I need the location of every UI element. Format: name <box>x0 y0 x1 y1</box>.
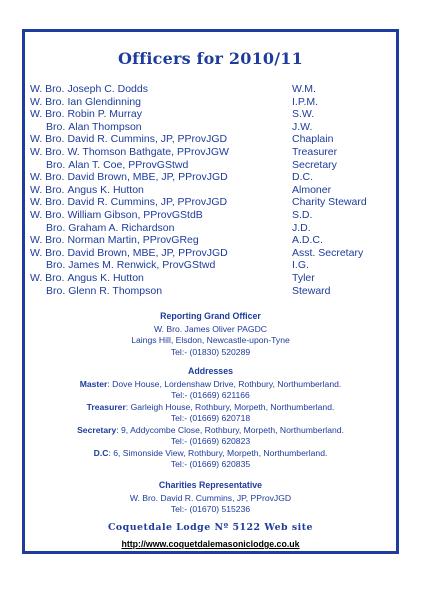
officer-row <box>30 234 390 247</box>
charities-tel: Tel:- (01670) 515236 <box>170 504 251 514</box>
officer-prefix: Bro. <box>46 158 66 171</box>
master-address-text: : Dove House, Lordenshaw Drive, Rothbury, Northumberland. <box>107 378 342 389</box>
website-section <box>25 521 396 552</box>
officer-prefix: W. Bro. <box>30 234 65 247</box>
officer-prefix: W. Bro. <box>30 83 65 95</box>
officer-row <box>30 196 390 209</box>
officer-office: Secretary <box>292 158 337 171</box>
officer-prefix: Bro. <box>46 221 66 234</box>
master-label: Master <box>79 378 108 389</box>
officer-row <box>30 96 390 109</box>
officer-prefix: W. Bro. <box>30 271 65 284</box>
officer-prefix: Bro. <box>46 284 66 297</box>
page-title: Officers for 2010/11 <box>118 49 303 68</box>
reporting-name: W. Bro. James Oliver PAGDC <box>153 323 267 334</box>
officer-office: Asst. Secretary <box>292 246 364 259</box>
officer-office: W.M. <box>292 83 316 95</box>
officer-office: Steward <box>292 284 331 297</box>
officer-name: W. Thomson Bathgate, PProvJGW <box>67 145 229 158</box>
officer-name: Robin P. Murray <box>67 108 142 121</box>
officer-name: Alan T. Coe, PProvGStwd <box>68 158 189 171</box>
officer-row <box>30 171 390 184</box>
officer-row <box>30 146 390 159</box>
charities-name: W. Bro. David R. Cummins, JP, PProvJGD <box>129 492 292 503</box>
website-label: Coquetdale Lodge Nº 5122 Web site <box>107 522 314 533</box>
officer-office: J.W. <box>292 120 313 133</box>
officer-row <box>30 121 390 134</box>
officer-name: Graham A. Richardson <box>68 221 175 234</box>
officer-name: Norman Martin, PProvGReg <box>67 234 199 247</box>
officer-name: James M. Renwick, ProvGStwd <box>68 259 216 272</box>
officers-list <box>30 83 390 297</box>
officer-row <box>30 272 390 285</box>
addresses-heading: Addresses <box>188 366 233 376</box>
officer-name: Ian Glendinning <box>67 95 141 108</box>
officer-office: J.D. <box>292 221 311 234</box>
officer-office: A.D.C. <box>292 234 323 247</box>
website-link[interactable]: http://www.coquetdalemasoniclodge.co.uk <box>121 539 300 549</box>
treasurer-tel: Tel:- (01669) 620718 <box>170 413 251 423</box>
secretary-label: Secretary <box>77 424 117 435</box>
officer-prefix: W. Bro. <box>30 108 65 121</box>
officer-row <box>30 83 390 96</box>
secretary-tel: Tel:- (01669) 620823 <box>170 436 251 446</box>
master-address <box>25 379 396 391</box>
officer-office: Almoner <box>292 183 332 196</box>
officer-office: Tyler <box>292 271 315 284</box>
treasurer-label: Treasurer <box>86 401 126 412</box>
officer-office: Treasurer <box>292 145 338 158</box>
officer-row <box>30 133 390 146</box>
secretary-address <box>25 425 396 437</box>
officer-name: David Brown, MBE, JP, PProvJGD <box>67 246 228 259</box>
officer-row <box>30 209 390 222</box>
officer-name: David R. Cummins, JP, PProvJGD <box>67 196 228 209</box>
secretary-address-text: : 9, Addycombe Close, Rothbury, Morpeth, Northumberland. <box>116 424 344 435</box>
officer-row <box>30 184 390 197</box>
officer-name: William Gibson, PProvGStdB <box>67 208 203 221</box>
officer-prefix: Bro. <box>46 259 66 272</box>
officer-row <box>30 159 390 172</box>
officer-prefix: W. Bro. <box>30 145 65 158</box>
officer-row <box>30 247 390 260</box>
officer-prefix: W. Bro. <box>30 196 65 209</box>
officer-prefix: W. Bro. <box>30 183 65 196</box>
officer-row <box>30 259 390 272</box>
addresses-section <box>25 366 396 471</box>
officer-office: S.W. <box>292 108 315 121</box>
officer-prefix: Bro. <box>46 120 66 133</box>
officer-name: Joseph C. Dodds <box>67 83 148 95</box>
officer-name: Glenn R. Thompson <box>68 284 163 297</box>
page-frame <box>22 29 399 554</box>
officer-row <box>30 222 390 235</box>
officer-prefix: W. Bro. <box>30 208 65 221</box>
reporting-heading: Reporting Grand Officer <box>160 311 261 321</box>
officer-prefix: W. Bro. <box>30 246 65 259</box>
dc-address <box>25 448 396 460</box>
officer-name: David Brown, MBE, JP, PProvJGD <box>67 171 228 184</box>
officer-office: Charity Steward <box>292 196 367 209</box>
dc-label: D.C <box>93 447 109 458</box>
officer-prefix: W. Bro. <box>30 133 65 146</box>
reporting-grand-officer-section <box>25 311 396 358</box>
officer-office: I.G. <box>292 259 309 272</box>
officer-name: David R. Cummins, JP, PProvJGD <box>67 133 228 146</box>
officer-office: S.D. <box>292 208 313 221</box>
master-tel: Tel:- (01669) 621166 <box>171 390 250 400</box>
officer-prefix: W. Bro. <box>30 171 65 184</box>
officer-office: Chaplain <box>292 133 334 146</box>
officer-name: Alan Thompson <box>68 120 142 133</box>
officer-name: Angus K. Hutton <box>67 183 144 196</box>
officer-office: I.P.M. <box>292 95 319 108</box>
officer-prefix: W. Bro. <box>30 95 65 108</box>
reporting-tel: Tel:- (01830) 520289 <box>170 346 251 357</box>
charities-heading: Charities Representative <box>158 480 263 490</box>
dc-address-text: : 6, Simonside View, Rothbury, Morpeth, Northumberland. <box>108 447 328 458</box>
charities-section <box>25 480 396 516</box>
dc-tel: Tel:- (01669) 620835 <box>170 459 251 469</box>
treasurer-address <box>25 402 396 414</box>
officer-row <box>30 108 390 121</box>
officer-name: Angus K. Hutton <box>67 271 144 284</box>
officer-office: D.C. <box>292 171 313 184</box>
reporting-address: Laings Hill, Elsdon, Newcastle-upon-Tyne <box>131 335 290 345</box>
officer-row <box>30 285 390 298</box>
treasurer-address-text: : Garleigh House, Rothbury, Morpeth, Northumberland. <box>125 401 335 412</box>
